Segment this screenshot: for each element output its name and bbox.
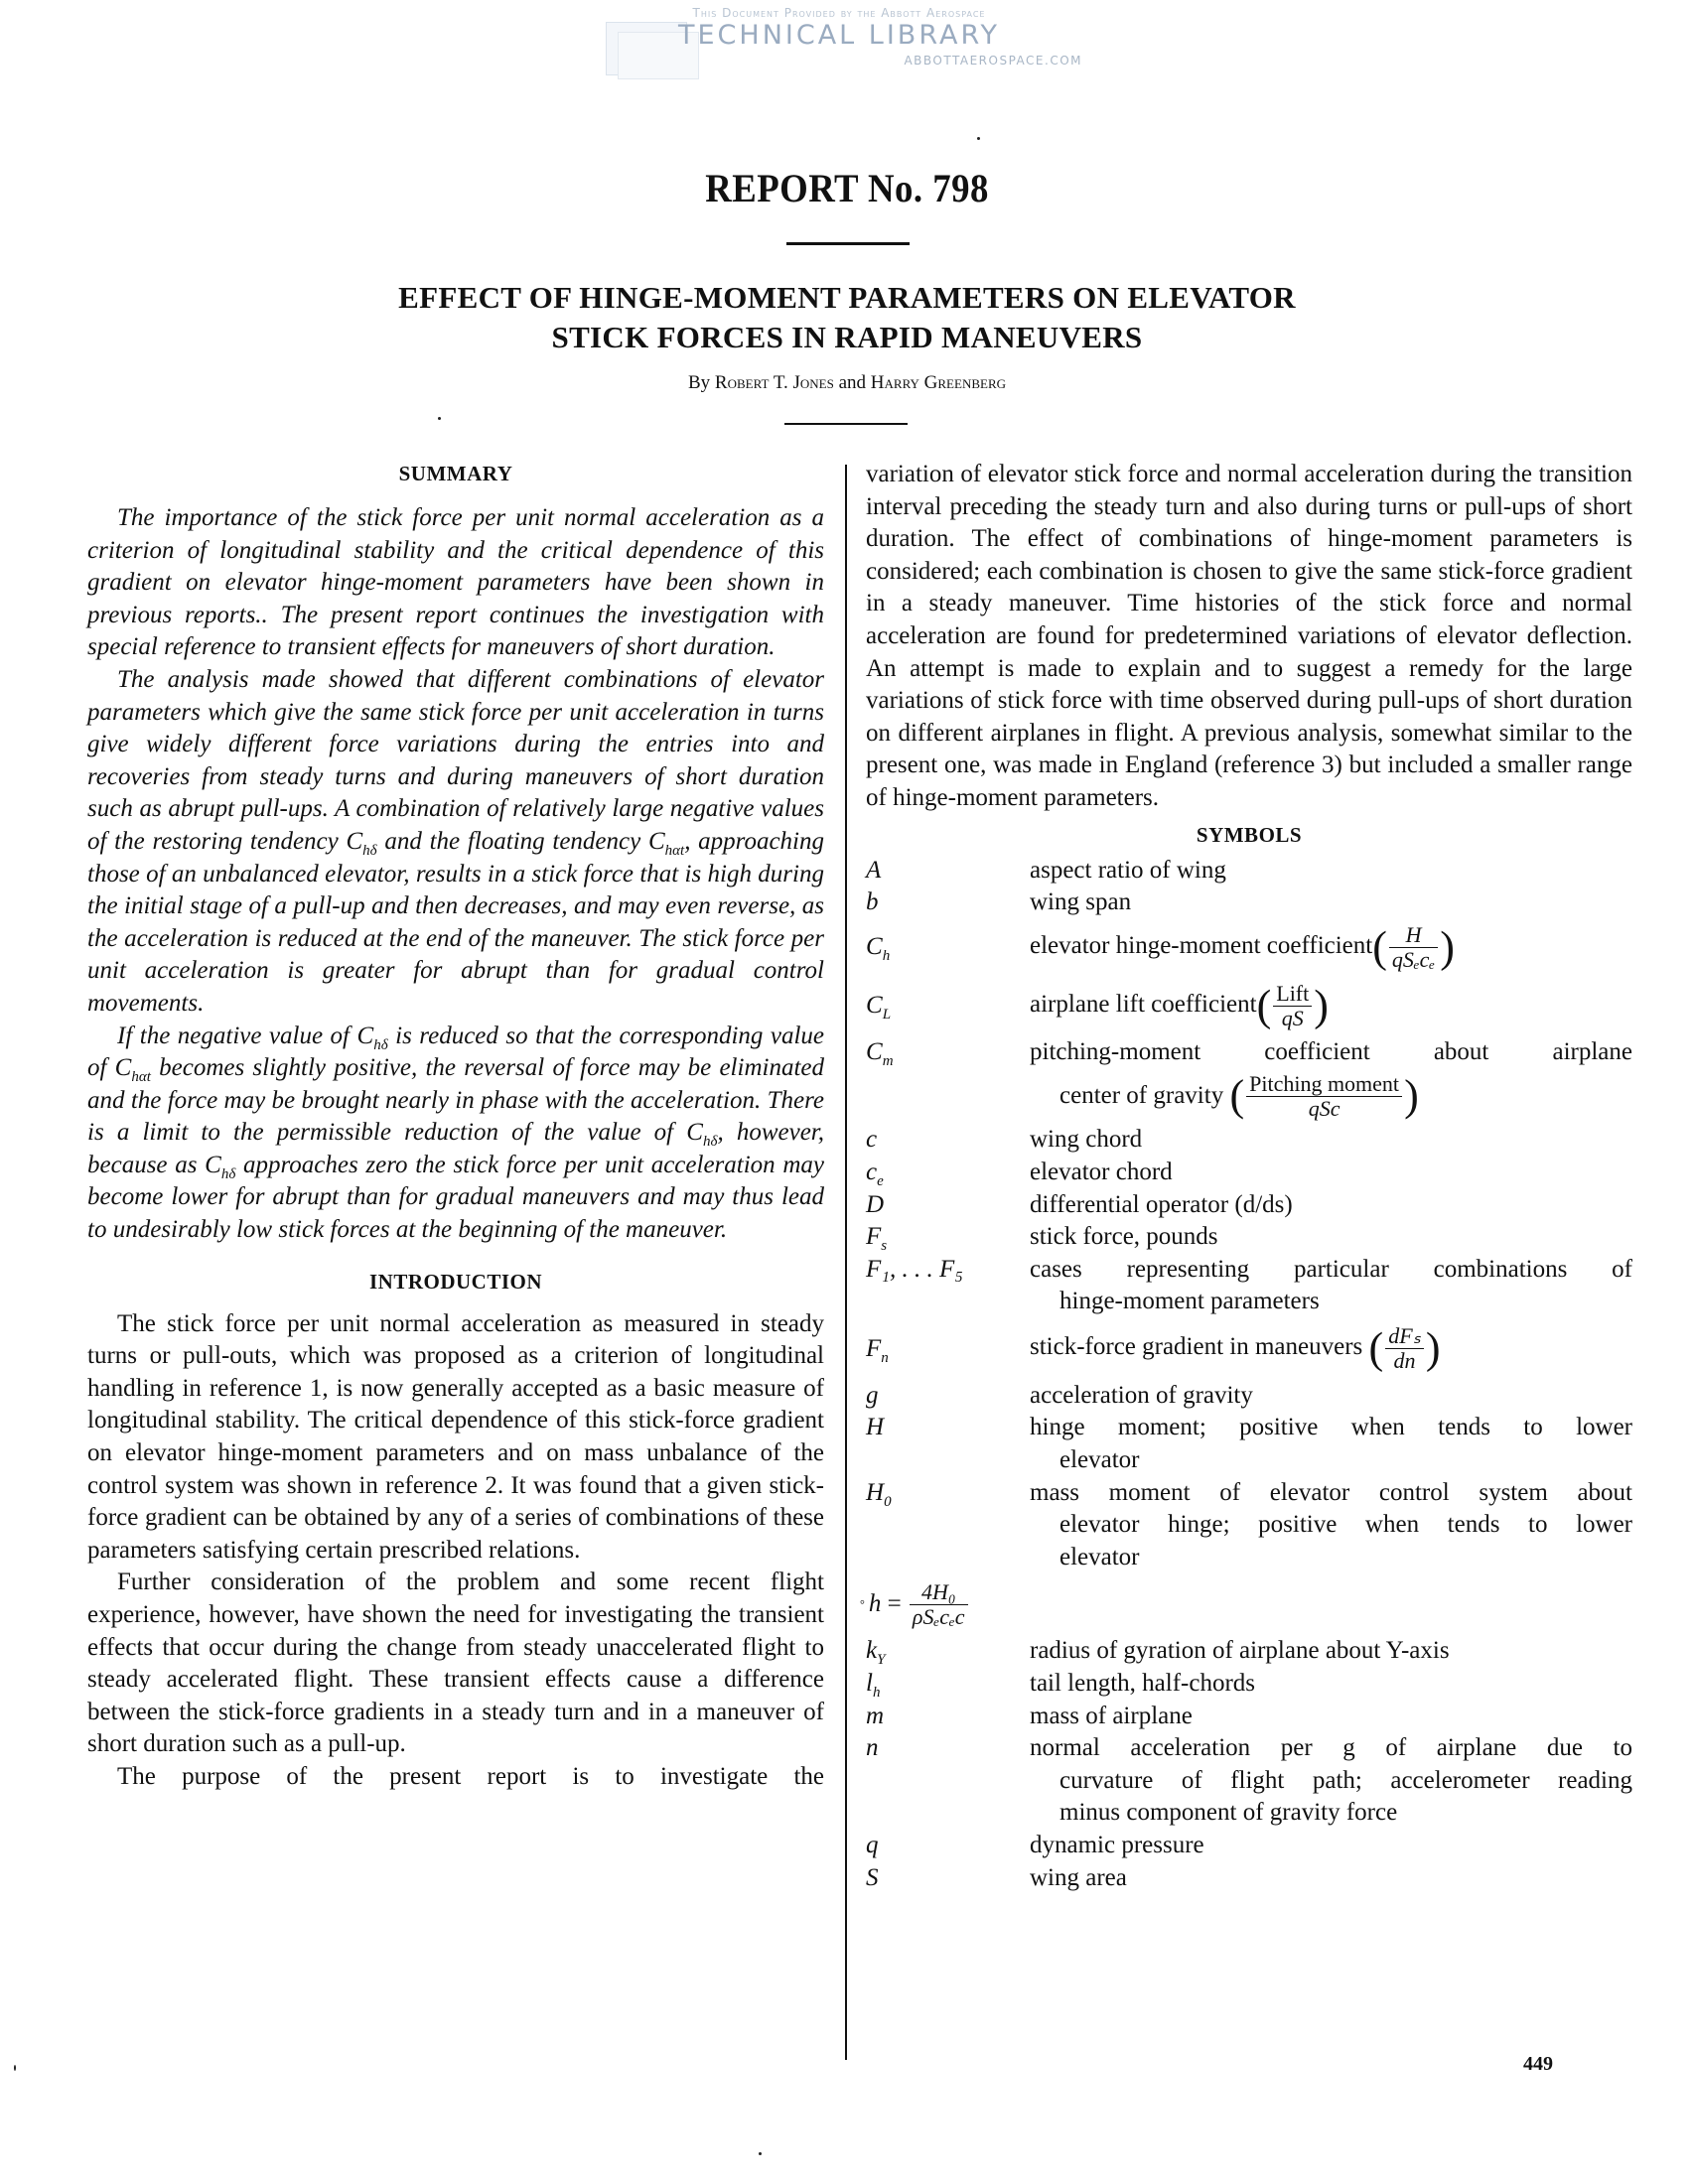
- column-divider: [845, 465, 847, 2060]
- symbol: F₁, . . . F₅: [866, 1255, 963, 1283]
- symbol: $F_s$: [866, 1223, 888, 1255]
- symbol-row-CL: [866, 977, 1632, 1036]
- symbol-definition: airplane lift coefficient( $\frac{\text{Lift}}{qS}$ ): [1030, 981, 1329, 1031]
- summary-heading: SUMMARY: [398, 462, 513, 485]
- symbol: A: [866, 856, 882, 884]
- symbol-row-S: [866, 1862, 1632, 1895]
- introduction-paragraph-2: Further consideration of the problem and some recent flight experience, however, have shown the need for investigating the transient effects that occur during the change from steady unaccelerated flight to steady accelerated flight. These transient effects cause a difference between the stick-force gradients in a steady turn and in a maneuver of short duration such as a pull-up.: [87, 1569, 824, 1758]
- paper-title: [0, 278, 1694, 357]
- watermark-url: ABBOTTAEROSPACE.COM: [904, 54, 1082, 68]
- symbol: m: [866, 1702, 885, 1729]
- symbol: $C_m$: [866, 1037, 894, 1069]
- symbol-row-q: [866, 1830, 1632, 1862]
- symbol-c-h-alpha-t: $C_{h\alpha t}$: [114, 1054, 151, 1086]
- symbol: $c_e$: [866, 1158, 884, 1189]
- fraction: $\frac{\text{Lift}}{qS}$: [1273, 982, 1312, 1030]
- symbol-definition: aspect ratio of wing: [1030, 856, 1226, 884]
- author-2: Harry Greenberg: [870, 372, 1007, 393]
- symbol: n: [866, 1734, 879, 1762]
- symbol-c-h-delta: $C_{h\delta}$: [686, 1119, 718, 1151]
- fraction: $\frac{\text{Pitching moment}}{\text{qSc}}$: [1246, 1072, 1402, 1121]
- symbol-row-h-formula: ° h = $\frac{\text{4H₀}}{\text{ρSₑcₑc}}$: [860, 1573, 1632, 1635]
- scan-speck: [438, 417, 441, 420]
- symbol-definition: mass of airplane: [1030, 1702, 1193, 1729]
- symbol: $C_L$: [866, 992, 892, 1024]
- symbol-definition: normal acceleration per g of airplane due to curvature of flight path; accelerometer reading minus component of gravity force: [1030, 1734, 1632, 1827]
- introduction-paragraph-1: The stick force per unit normal acceleration as measured in steady turns or pull-outs, which was proposed as a criterion of longitudinal handling in reference 1, is now generally accepted as a basic measure of longitudinal stability. The critical dependence of this stick-force gradient on elevator hinge-moment parameters and on mass unbalance of the control system was shown in reference 2. It was found that a given stick-force gradient can be obtained by any of a series of combinations of these parameters satisfying certain prescribed relations.: [87, 1309, 824, 1564]
- symbol: D: [866, 1190, 885, 1218]
- scan-speck: [14, 2065, 16, 2071]
- symbol: q: [866, 1832, 879, 1858]
- symbol-definition: dynamic pressure: [1030, 1832, 1204, 1858]
- scan-speck: [759, 2152, 762, 2155]
- symbol: b: [866, 888, 879, 916]
- symbol: c: [866, 1126, 878, 1154]
- by-label: By: [687, 372, 711, 393]
- introduction-paragraph-3: The purpose of the present report is to investigate the: [117, 1762, 824, 1790]
- symbol-row-lh: [866, 1668, 1632, 1701]
- symbol-row-b: [866, 887, 1632, 919]
- symbol-c-h-delta: $C_{h\delta}$: [205, 1151, 236, 1182]
- summary-paragraph-2: The analysis made showed that different combinations of elevator parameters which give the same stick force per unit acceleration in turns give widely different force variations during the entries into and recoveries from steady turns and during maneuvers of short duration such as abrupt pull-ups. A combination of relatively large negative values of the restoring tendency $C_{h\delta}$ and the floating tendency $C_{h\alpha t}$, approaching those of an unbalanced elevator, results in a stick force that is high during the initial stage of a pull-up and then decreases, and may even reverse, as the acceleration is reduced at the end of the maneuver. The stick force per unit acceleration is greater for abrupt than for gradual control movements.: [87, 665, 825, 1017]
- symbol-definition: wing chord: [1030, 1126, 1143, 1154]
- symbol: $l_h$: [866, 1670, 881, 1702]
- symbol-definition: differential operator (d/ds): [1030, 1190, 1293, 1218]
- symbol: $H_0$: [866, 1478, 892, 1510]
- author-1: Robert T. Jones: [714, 372, 834, 393]
- symbol-definition: radius of gyration of airplane about Y-axis: [1030, 1637, 1450, 1665]
- watermark-logo: [596, 4, 1092, 73]
- symbol: g: [866, 1381, 879, 1409]
- authors-rule: [784, 423, 908, 425]
- symbol-definition: cases representing particular combinations of hinge-moment parameters: [1030, 1255, 1632, 1315]
- symbol: $C_h$: [866, 933, 891, 965]
- symbol-row-F1-F5: [866, 1254, 1632, 1318]
- symbol-row-H0: [866, 1477, 1632, 1574]
- title-line-2: STICK FORCES IN RAPID MANEUVERS: [551, 320, 1143, 354]
- symbol-definition: stick-force gradient in maneuvers ( $\frac{\text{dFₛ}}{dn}$ ): [1030, 1323, 1441, 1374]
- symbol-row-g: [866, 1380, 1632, 1413]
- fraction: $\frac{H}{\text{qSₑcₑ}}$: [1389, 923, 1438, 972]
- symbol: S: [866, 1863, 879, 1891]
- symbol-c-h-delta: $C_{h\delta}$: [356, 1022, 388, 1053]
- summary-paragraph-3: If the negative value of $C_{h\delta}$ is reduced so that the corresponding value of $C_{h\alpha t}$ becomes slightly positive, the reversal of force may be eliminated and the force may be brought nearly in phase with the acceleration. There is a limit to the permissible reduction of the value of $C_{h\delta}$, however, because as $C_{h\delta}$ approaches zero the stick force per unit acceleration may become lower for abrupt than for gradual maneuvers and may thus lead to undesirably low stick forces at the beginning of the maneuver.: [87, 1022, 825, 1244]
- symbol-row-A: [866, 855, 1632, 887]
- fraction: $\frac{\text{4H₀}}{\text{ρSₑcₑc}}$: [910, 1580, 968, 1629]
- symbol-definition: mass moment of elevator control system about elevator hinge; positive when tends to lower elevator: [1030, 1478, 1632, 1570]
- symbol-definition: stick force, pounds: [1030, 1223, 1218, 1251]
- scan-speck: [977, 137, 980, 140]
- introduction-paragraph-3-continued: variation of elevator stick force and normal acceleration during the transition interval preceding the steady turn and also during turns or pull-ups of short duration. The effect of combinations of hinge-moment parameters is considered; each combination is chosen to give the same stick-force gradient in a steady maneuver. Time histories of the stick force and normal acceleration are found for predetermined variations of elevator deflection. An attempt is made to explain and to suggest a remedy for the large variations of stick force with time observed during pull-ups of short duration on different airplanes in flight. A previous analysis, somewhat similar to the present one, was made in England (reference 3) but included a smaller range of hinge-moment parameters.: [866, 461, 1632, 811]
- header-rule: [786, 242, 910, 245]
- right-column: [860, 459, 1632, 1894]
- authors-line: [0, 372, 1694, 394]
- watermark-line1: This Document Provided by the Abbott Aerospace: [692, 6, 986, 20]
- symbol-row-kY: [866, 1635, 1632, 1668]
- symbol-definition: elevator hinge-moment coefficient( $\frac{H}{\text{qSₑcₑ}}$ ): [1030, 922, 1455, 973]
- symbol-row-H: [866, 1412, 1632, 1476]
- symbol-row-n: [866, 1732, 1632, 1830]
- symbol: H: [866, 1414, 885, 1441]
- symbol-definition: wing area: [1030, 1863, 1127, 1891]
- symbol-c-h-delta: $C_{h\delta}$: [346, 827, 377, 859]
- left-column: [87, 459, 824, 1794]
- introduction-heading: INTRODUCTION: [368, 1269, 543, 1294]
- symbols-list: [860, 855, 1632, 1895]
- symbol-definition: tail length, half-chords: [1030, 1670, 1256, 1698]
- symbol-definition: pitching-moment coefficient about airplane center of gravity ( $\frac{\text{Pitching moment}}{\text{qSc}}$ ): [1030, 1037, 1632, 1121]
- symbol-row-Cm: [866, 1036, 1632, 1125]
- and-label: and: [838, 372, 867, 393]
- title-line-1: EFFECT OF HINGE-MOMENT PARAMETERS ON ELEVATOR: [398, 280, 1296, 315]
- symbol: $k_Y$: [866, 1637, 886, 1669]
- symbol-row-Fs: [866, 1221, 1632, 1254]
- symbol: $F_n$: [866, 1334, 889, 1366]
- symbol-row-Ch: [866, 919, 1632, 977]
- degree-mark: °: [860, 1596, 865, 1611]
- symbol-row-ce: [866, 1157, 1632, 1189]
- symbol-row-D: [866, 1189, 1632, 1222]
- symbol-c-h-alpha-t: $C_{h\alpha t}$: [647, 827, 685, 859]
- report-number: REPORT No. 798: [705, 166, 989, 210]
- symbol-row-c: [866, 1124, 1632, 1157]
- symbol-row-m: [866, 1701, 1632, 1733]
- symbol-definition: acceleration of gravity: [1030, 1381, 1253, 1409]
- symbol-row-Fn: [866, 1318, 1632, 1380]
- watermark-title: TECHNICAL LIBRARY: [677, 20, 1000, 51]
- symbol-definition: elevator chord: [1030, 1158, 1173, 1185]
- symbol-definition: hinge moment; positive when tends to lower elevator: [1030, 1414, 1632, 1474]
- fraction: $\frac{\text{dFₛ}}{dn}$: [1385, 1324, 1424, 1373]
- summary-paragraph-1: The importance of the stick force per unit normal acceleration as a criterion of longitudinal stability and the critical dependence of this gradient on elevator hinge-moment parameters have been shown in previous reports.. The present report continues the investigation with special reference to transient effects for maneuvers of short duration.: [87, 504, 824, 661]
- symbols-heading: SYMBOLS: [1196, 822, 1303, 847]
- page-number: 449: [1523, 2053, 1553, 2075]
- symbol-definition: wing span: [1030, 888, 1132, 916]
